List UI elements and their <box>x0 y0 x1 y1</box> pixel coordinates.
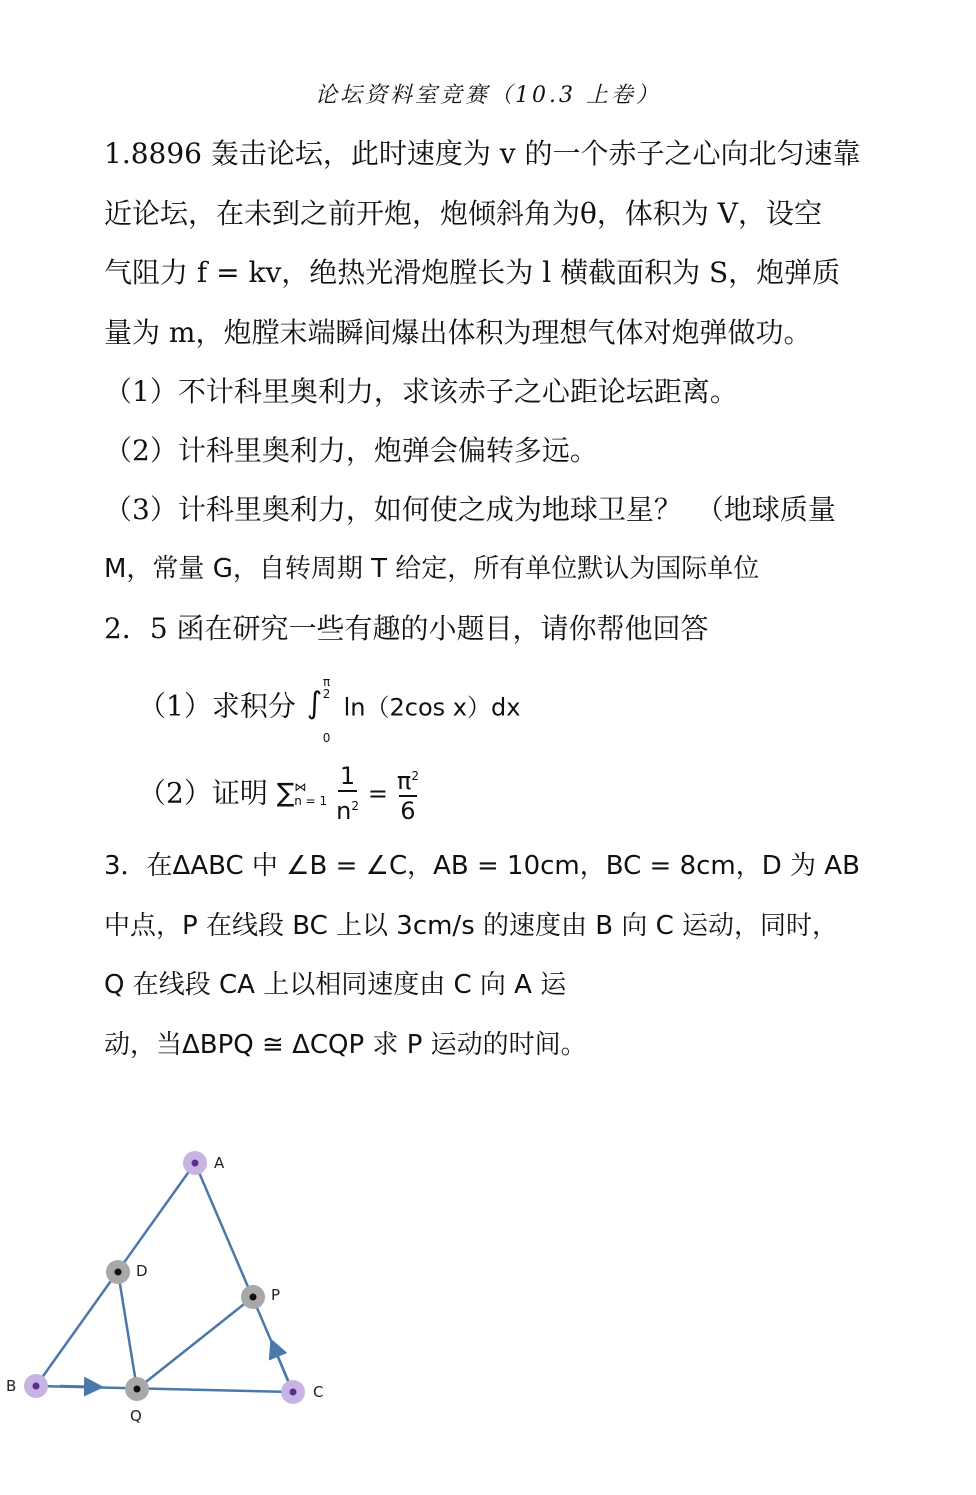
segment-qp <box>137 1297 253 1389</box>
fraction-lhs: $\frac{1}{n^2}$ <box>336 762 359 825</box>
problem1-question-3: （3）计科里奥利力，如何使之成为地球卫星？ （地球质量 <box>104 493 836 526</box>
point-d <box>115 1269 122 1276</box>
problem2-q1-label: （1）求积分 <box>138 689 296 723</box>
point-p <box>250 1294 257 1301</box>
problem1-line-2: 近论坛，在未到之前开炮，炮倾斜角为θ，体积为 V，设空 <box>104 197 822 230</box>
point-a <box>192 1160 199 1167</box>
page-title: 论坛资料室竞赛（10.3 上卷） <box>315 83 661 108</box>
problem1-line-1: 1.8896 轰击论坛，此时速度为 v 的一个赤子之心向北匀速靠 <box>104 137 861 170</box>
problem3-line-3: Q 在线段 CA 上以相同速度由 C 向 A 运 <box>104 970 567 1000</box>
arrow-b-to-c <box>60 1386 100 1387</box>
label-a: A <box>214 1154 225 1172</box>
problem1-line-4: 量为 m，炮膛末端瞬间爆出体积为理想气体对炮弹做功。 <box>104 316 812 349</box>
label-c: C <box>313 1383 324 1401</box>
point-c <box>290 1389 297 1396</box>
problem3-line-4: 动，当ΔBPQ ≅ ΔCQP 求 P 运动的时间。 <box>104 1030 587 1060</box>
sum-limits: ⋈ n = 1 <box>294 779 328 808</box>
label-d: D <box>136 1262 148 1280</box>
problem1-question-1: （1）不计科里奥利力，求该赤子之心距论坛距离。 <box>104 375 738 408</box>
problem1-line-3: 气阻力 f = kv，绝热光滑炮膛长为 l 横截面积为 S，炮弹质 <box>104 256 841 289</box>
problem2-q2-label: （2）证明 <box>138 776 268 810</box>
problem3-line-2: 中点，P 在线段 BC 上以 3cm/s 的速度由 B 向 C 运动，同时， <box>104 911 839 941</box>
label-p: P <box>271 1286 281 1304</box>
arrow-c-to-a <box>272 1342 290 1386</box>
problem2-question-1 <box>138 675 521 745</box>
integral-expression: ln（2cos x）dx <box>343 693 521 722</box>
label-b: B <box>6 1377 17 1395</box>
point-q <box>134 1386 141 1393</box>
triangle-figure <box>0 1140 360 1440</box>
integral-upper-limit: π 2 <box>322 675 331 701</box>
segment-dq <box>118 1272 137 1389</box>
integral-lower-limit: 0 <box>322 731 331 745</box>
point-b <box>33 1383 40 1390</box>
problem2-intro: 2．5 函在研究一些有趣的小题目，请你帮他回答 <box>104 612 709 645</box>
problem1-question-2: （2）计科里奥利力，炮弹会偏转多远。 <box>104 434 598 467</box>
sum-sign: ∑ <box>276 778 295 809</box>
integral-sign: ∫ π 2 0 <box>305 680 335 736</box>
problem1-question-3-cont: M，常量 G，自转周期 T 给定，所有单位默认为国际单位 <box>104 554 760 584</box>
equals-sign: = <box>367 779 388 808</box>
problem3-line-1: 3．在ΔABC 中 ∠B = ∠C，AB = 10cm，BC = 8cm，D 为 AB <box>104 851 860 881</box>
fraction-rhs: $\frac{\pi^2}{6}$ <box>396 767 419 825</box>
label-q: Q <box>130 1407 142 1425</box>
problem2-question-2 <box>138 762 419 825</box>
